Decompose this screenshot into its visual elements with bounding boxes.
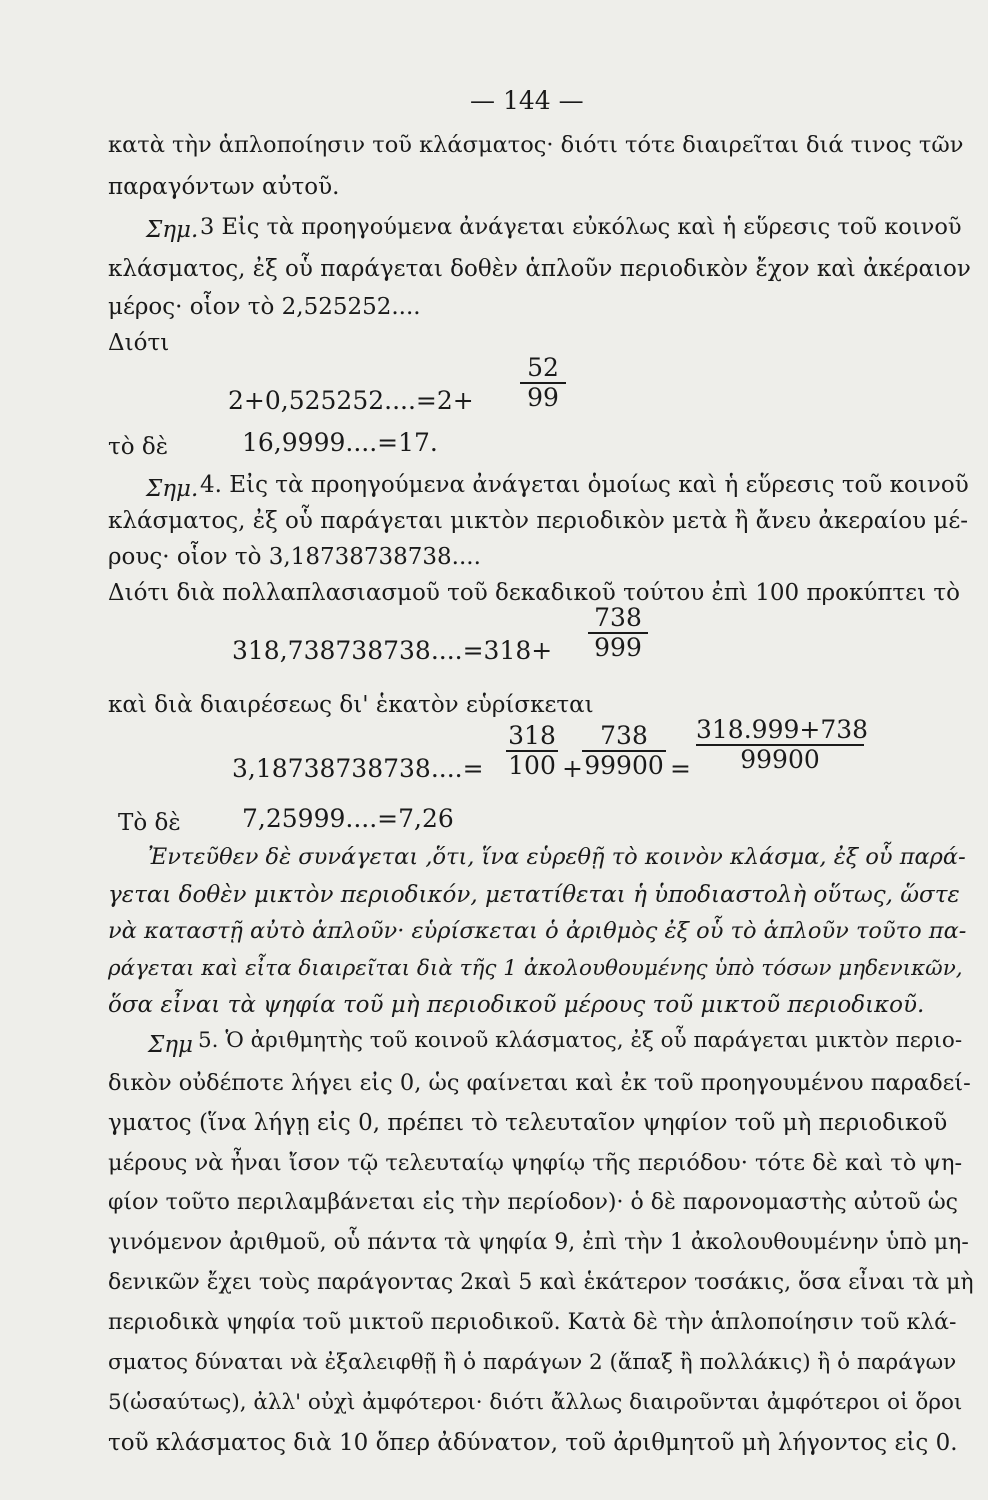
equation-2-fraction bbox=[588, 604, 648, 662]
text-line: γεται δοθὲν μικτὸν περιοδικόν, μετατίθεται ἡ ὑποδιαστολὴ οὕτως, ὥστε bbox=[108, 882, 960, 908]
text-line: 3 Εἰς τὰ προηγούμενα ἀνάγεται εὐκόλως καὶ ἡ εὕρεσις τοῦ κοινοῦ bbox=[200, 214, 962, 240]
note-label: Σημ. bbox=[146, 476, 199, 502]
equation-1-fraction bbox=[520, 354, 566, 412]
text-line: Διότι bbox=[108, 330, 170, 356]
fraction-denominator: 100 bbox=[506, 750, 558, 780]
fraction-numerator: 318.999+738 bbox=[696, 715, 869, 744]
text-line: μέρος· οἷον τὸ 2,525252.... bbox=[108, 294, 421, 320]
text-line: Διότι διὰ πολλαπλασιασμοῦ τοῦ δεκαδικοῦ τούτου ἐπὶ 100 προκύπτει τὸ bbox=[108, 580, 960, 606]
text-line: 5(ὡσαύτως), ἀλλ' οὐχὶ ἀμφότεροι· διότι ἄλλως διαιροῦνται ἀμφότεροι οἱ ὅροι bbox=[108, 1390, 963, 1415]
note-label: Σημ bbox=[148, 1032, 193, 1058]
fraction-numerator: 52 bbox=[527, 353, 559, 382]
text-line: κατὰ τὴν ἁπλοποίησιν τοῦ κλάσματος· διότι τότε διαιρεῖται διά τινος τῶν bbox=[108, 132, 964, 158]
fraction-numerator: 318 bbox=[508, 721, 556, 750]
text-line: γματος (ἵνα λήγῃ εἰς 0, πρέπει τὸ τελευταῖον ψηφίον τοῦ μὴ περιοδικοῦ bbox=[108, 1110, 948, 1136]
plus-sign: + bbox=[562, 754, 583, 783]
text-line: μέρους νὰ ἦναι ἴσον τῷ τελευταίῳ ψηφίῳ τῆς περιόδου· τότε δὲ καὶ τὸ ψη- bbox=[108, 1150, 963, 1176]
text-line: καὶ διὰ διαιρέσεως δι' ἑκατὸν εὑρίσκεται bbox=[108, 692, 594, 718]
text-line: τὸ δὲ bbox=[108, 434, 169, 460]
equation-2-left: 318,738738738....=318+ bbox=[232, 636, 553, 665]
text-line: κλάσματος, ἐξ οὗ παράγεται μικτὸν περιοδικὸν μετὰ ἢ ἄνευ ἀκεραίου μέ- bbox=[108, 508, 969, 534]
text-line: νὰ καταστῇ αὐτὸ ἁπλοῦν· εὑρίσκεται ὁ ἀριθμὸς ἐξ οὗ τὸ ἁπλοῦν τοῦτο πα- bbox=[108, 918, 967, 944]
text-line: 4. Εἰς τὰ προηγούμενα ἀνάγεται ὁμοίως καὶ ἡ εὕρεσις τοῦ κοινοῦ bbox=[200, 472, 969, 498]
text-line: ὅσα εἶναι τὰ ψηφία τοῦ μὴ περιοδικοῦ μέρους τοῦ μικτοῦ περιοδικοῦ. bbox=[108, 992, 925, 1018]
fraction-denominator: 99 bbox=[520, 382, 566, 412]
equation-1-left: 2+0,525252....=2+ bbox=[228, 386, 474, 415]
fraction-denominator: 99900 bbox=[582, 750, 666, 780]
fraction-numerator: 738 bbox=[600, 721, 648, 750]
fraction-denominator: 999 bbox=[588, 632, 648, 662]
text-line: ράγεται καὶ εἶτα διαιρεῖται διὰ τῆς 1 ἀκολουθουμένης ὑπὸ τόσων μηδενικῶν, bbox=[108, 956, 963, 981]
text-line: 5. Ὁ ἀριθμητὴς τοῦ κοινοῦ κλάσματος, ἐξ οὗ παράγεται μικτὸν περιο- bbox=[198, 1028, 963, 1053]
fraction-numerator: 738 bbox=[594, 603, 642, 632]
text-line: φίον τοῦτο περιλαμβάνεται εἰς τὴν περίοδον)· ὁ δὲ παρονομαστὴς αὐτοῦ ὡς bbox=[108, 1190, 959, 1215]
text-line: δενικῶν ἔχει τοὺς παράγοντας 2καὶ 5 καὶ ἑκάτερον τοσάκις, ὅσα εἶναι τὰ μὴ bbox=[108, 1270, 974, 1295]
equals-sign: = bbox=[670, 754, 691, 783]
text-line: Ἐντεῦθεν δὲ συνάγεται ,ὅτι, ἵνα εὑρεθῇ τὸ κοινὸν κλάσμα, ἐξ οὗ παρά- bbox=[148, 844, 966, 870]
text-line: ρους· οἷον τὸ 3,18738738738.... bbox=[108, 544, 481, 570]
text-line: περιοδικὰ ψηφία τοῦ μικτοῦ περιοδικοῦ. Κατὰ δὲ τὴν ἁπλοποίησιν τοῦ κλά- bbox=[108, 1310, 957, 1335]
text-line: παραγόντων αὐτοῦ. bbox=[108, 174, 340, 200]
fraction-denominator: 99900 bbox=[696, 744, 864, 774]
equation-3-fraction-3 bbox=[696, 715, 869, 774]
equation-3-fraction-2 bbox=[582, 722, 666, 780]
text-line: 7,25999....=7,26 bbox=[242, 804, 454, 833]
text-line: Τὸ δὲ bbox=[118, 810, 181, 836]
text-line: δικὸν οὐδέποτε λήγει εἰς 0, ὡς φαίνεται καὶ ἐκ τοῦ προηγουμένου παραδεί- bbox=[108, 1070, 971, 1096]
equation-3-fraction-1 bbox=[506, 722, 558, 780]
equation-3-left: 3,18738738738....= bbox=[232, 754, 484, 783]
text-line: 16,9999....=17. bbox=[242, 428, 438, 457]
text-line: κλάσματος, ἐξ οὗ παράγεται δοθὲν ἁπλοῦν περιοδικὸν ἔχον καὶ ἀκέραιον bbox=[108, 256, 971, 282]
text-line: τοῦ κλάσματος διὰ 10 ὅπερ ἀδύνατον, τοῦ ἀριθμητοῦ μὴ λήγοντος εἰς 0. bbox=[108, 1430, 958, 1456]
page-number: — 144 — bbox=[470, 86, 584, 115]
note-label: Σημ. bbox=[146, 217, 199, 243]
text-line: γινόμενον ἀριθμοῦ, οὗ πάντα τὰ ψηφία 9, ἐπὶ τὴν 1 ἀκολουθουμένην ὑπὸ μη- bbox=[108, 1230, 969, 1255]
text-line: σματος δύναται νὰ ἐξαλειφθῇ ἢ ὁ παράγων 2 (ἅπαξ ἢ πολλάκις) ἢ ὁ παράγων bbox=[108, 1350, 957, 1375]
